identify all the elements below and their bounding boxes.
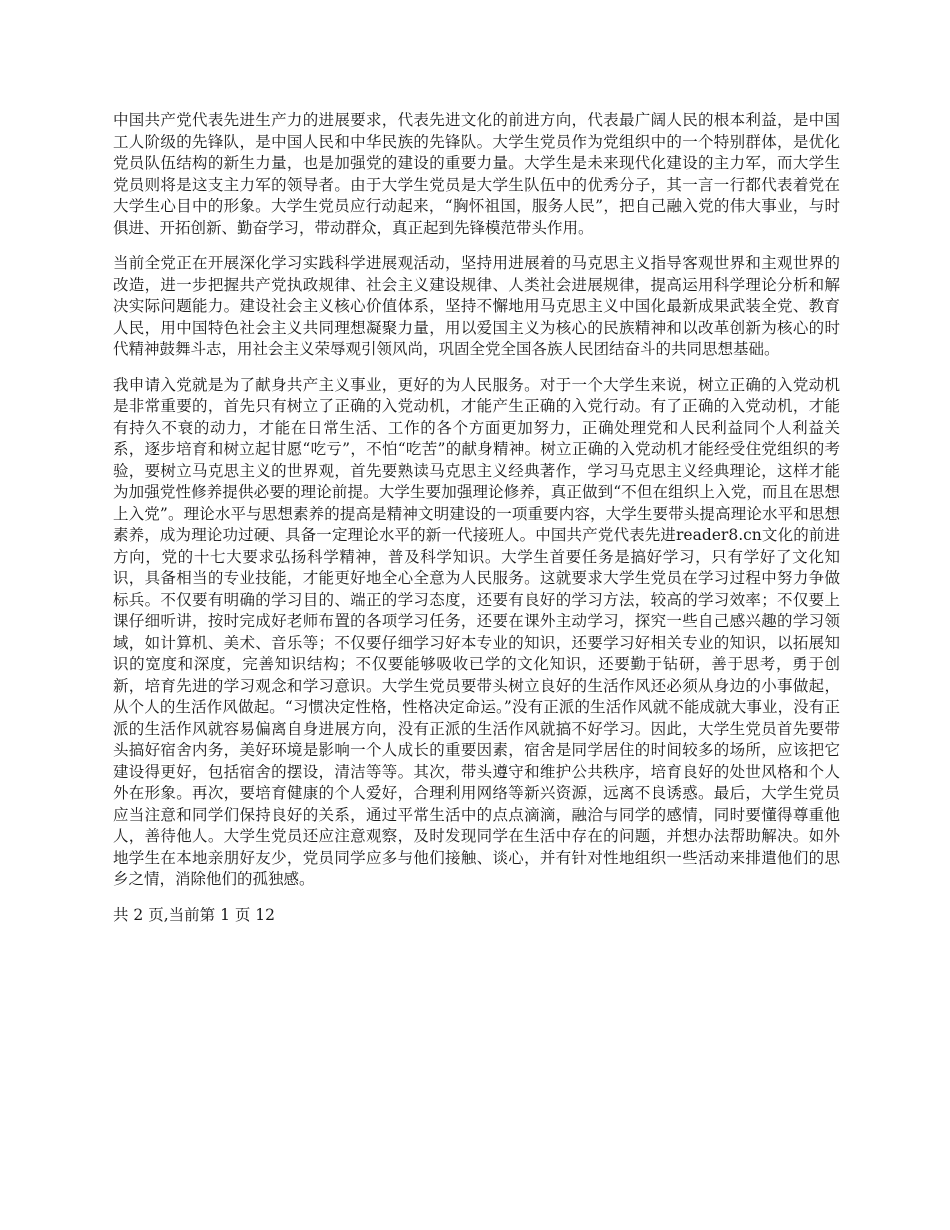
- page-footer: 共 2 页,当前第 1 页 12: [113, 905, 276, 924]
- paragraph-2: 当前全党正在开展深化学习实践科学进展观活动，坚持用进展着的马克思主义指导客观世界和主观世界的改造，进一步把握共产党执政规律、社会主义建设规律、人类社会进展规律，提高运用科学理论分析和解决实际问题能力。建设社会主义核心价值体系，坚持不懈地用马克思主义中国化最新成果武装全党、教育人民，用中国特色社会主义共同理想凝聚力量，用以爱国主义为核心的民族精神和以改革创新为核心的时代精神鼓舞斗志，用社会主义荣辱观引领风尚，巩固全党全国各族人民团结奋斗的共同思想基础。: [113, 254, 840, 358]
- paragraph-3: 我申请入党就是为了献身共产主义事业，更好的为人民服务。对于一个大学生来说，树立正确的入党动机是非常重要的，首先只有树立了正确的入党动机，才能产生正确的入党行动。有了正确的入党动机，才能有持久不衰的动力，才能在日常生活、工作的各个方面更加努力，正确处理党和人民利益同个人利益关系，逐步培育和树立起甘愿“吃亏”，不怕“吃苦”的献身精神。树立正确的入党动机才能经受住党组织的考验，要树立马克思主义的世界观，首先要熟读马克思主义经典著作，学习马克思主义经典理论，这样才能为加强党性修养提供必要的理论前提。大学生要加强理论修养，真正做到“不但在组织上入党，而且在思想上入党”。理论水平与思想素养的提高是精神文明建设的一项重要内容，大学生要带头提高理论水平和思想素养，成为理论功过硬、具备一定理论水平的新一代接班人。中国共产党代表先进reader8.cn文化的前进方向，党的十七大要求弘扬科学精神，普及科学知识。大学生首要任务是搞好学习，只有学好了文化知识，具备相当的专业技能，才能更好地全心全意为人民服务。这就要求大学生党员在学习过程中努力争做标兵。不仅要有明确的学习目的、端正的学习态度，还要有良好的学习方法，较高的学习效率；不仅要上课仔细听讲，按时完成好老师布置的各项学习任务，还要在课外主动学习，探究一些自己感兴趣的学习领域，如计算机、美术、音乐等；不仅要仔细学习好本专业的知识，还要学习好相关专业的知识，以拓展知识的宽度和深度，完善知识结构；不仅要能够吸收已学的文化知识，还要勤于钻研，善于思考，勇于创新，培育先进的学习观念和学习意识。大学生党员要带头树立良好的生活作风还必须从身边的小事做起，从个人的生活作风做起。“习惯决定性格，性格决定命运。”没有正派的生活作风就不能成就大事业，没有正派的生活作风就容易偏离自身进展方向，没有正派的生活作风就搞不好学习。因此，大学生党员首先要带头搞好宿舍内务，美好环境是影响一个人成长的重要因素，宿舍是同学居住的时间较多的场所，应该把它建设得更好，包括宿舍的摆设，清洁等等。其次，带头遵守和维护公共秩序，培育良好的处世风格和个人外在形象。再次，要培育健康的个人爱好，合理利用网络等新兴资源，远离不良诱惑。最后，大学生党员应当注意和同学们保持良好的关系，通过平常生活中的点点滴滴，融洽与同学的感情，同时要懂得尊重他人，善待他人。大学生党员还应注意观察，及时发现同学在生活中存在的问题，并想办法帮助解决。如外地学生在本地亲朋好友少，党员同学应多与他们接触、谈心，并有针对性地组织一些活动来排遣他们的思乡之情，消除他们的孤独感。: [113, 375, 840, 888]
- paragraph-1: 中国共产党代表先进生产力的进展要求，代表先进文化的前进方向，代表最广阔人民的根本利益，是中国工人阶级的先锋队，是中国人民和中华民族的先锋队。大学生党员作为党组织中的一个特别群体，是优化党员队伍结构的新生力量，也是加强党的建设的重要力量。大学生是未来现代化建设的主力军，而大学生党员则将是这支主力军的领导者。由于大学生党员是大学生队伍中的优秀分子，其一言一行都代表着党在大学生心目中的形象。大学生党员应行动起来，“胸怀祖国，服务人民”，把自己融入党的伟大事业，与时俱进、开拓创新、勤奋学习，带动群众，真正起到先锋模范带头作用。: [113, 111, 840, 237]
- document-page: [113, 110, 840, 926]
